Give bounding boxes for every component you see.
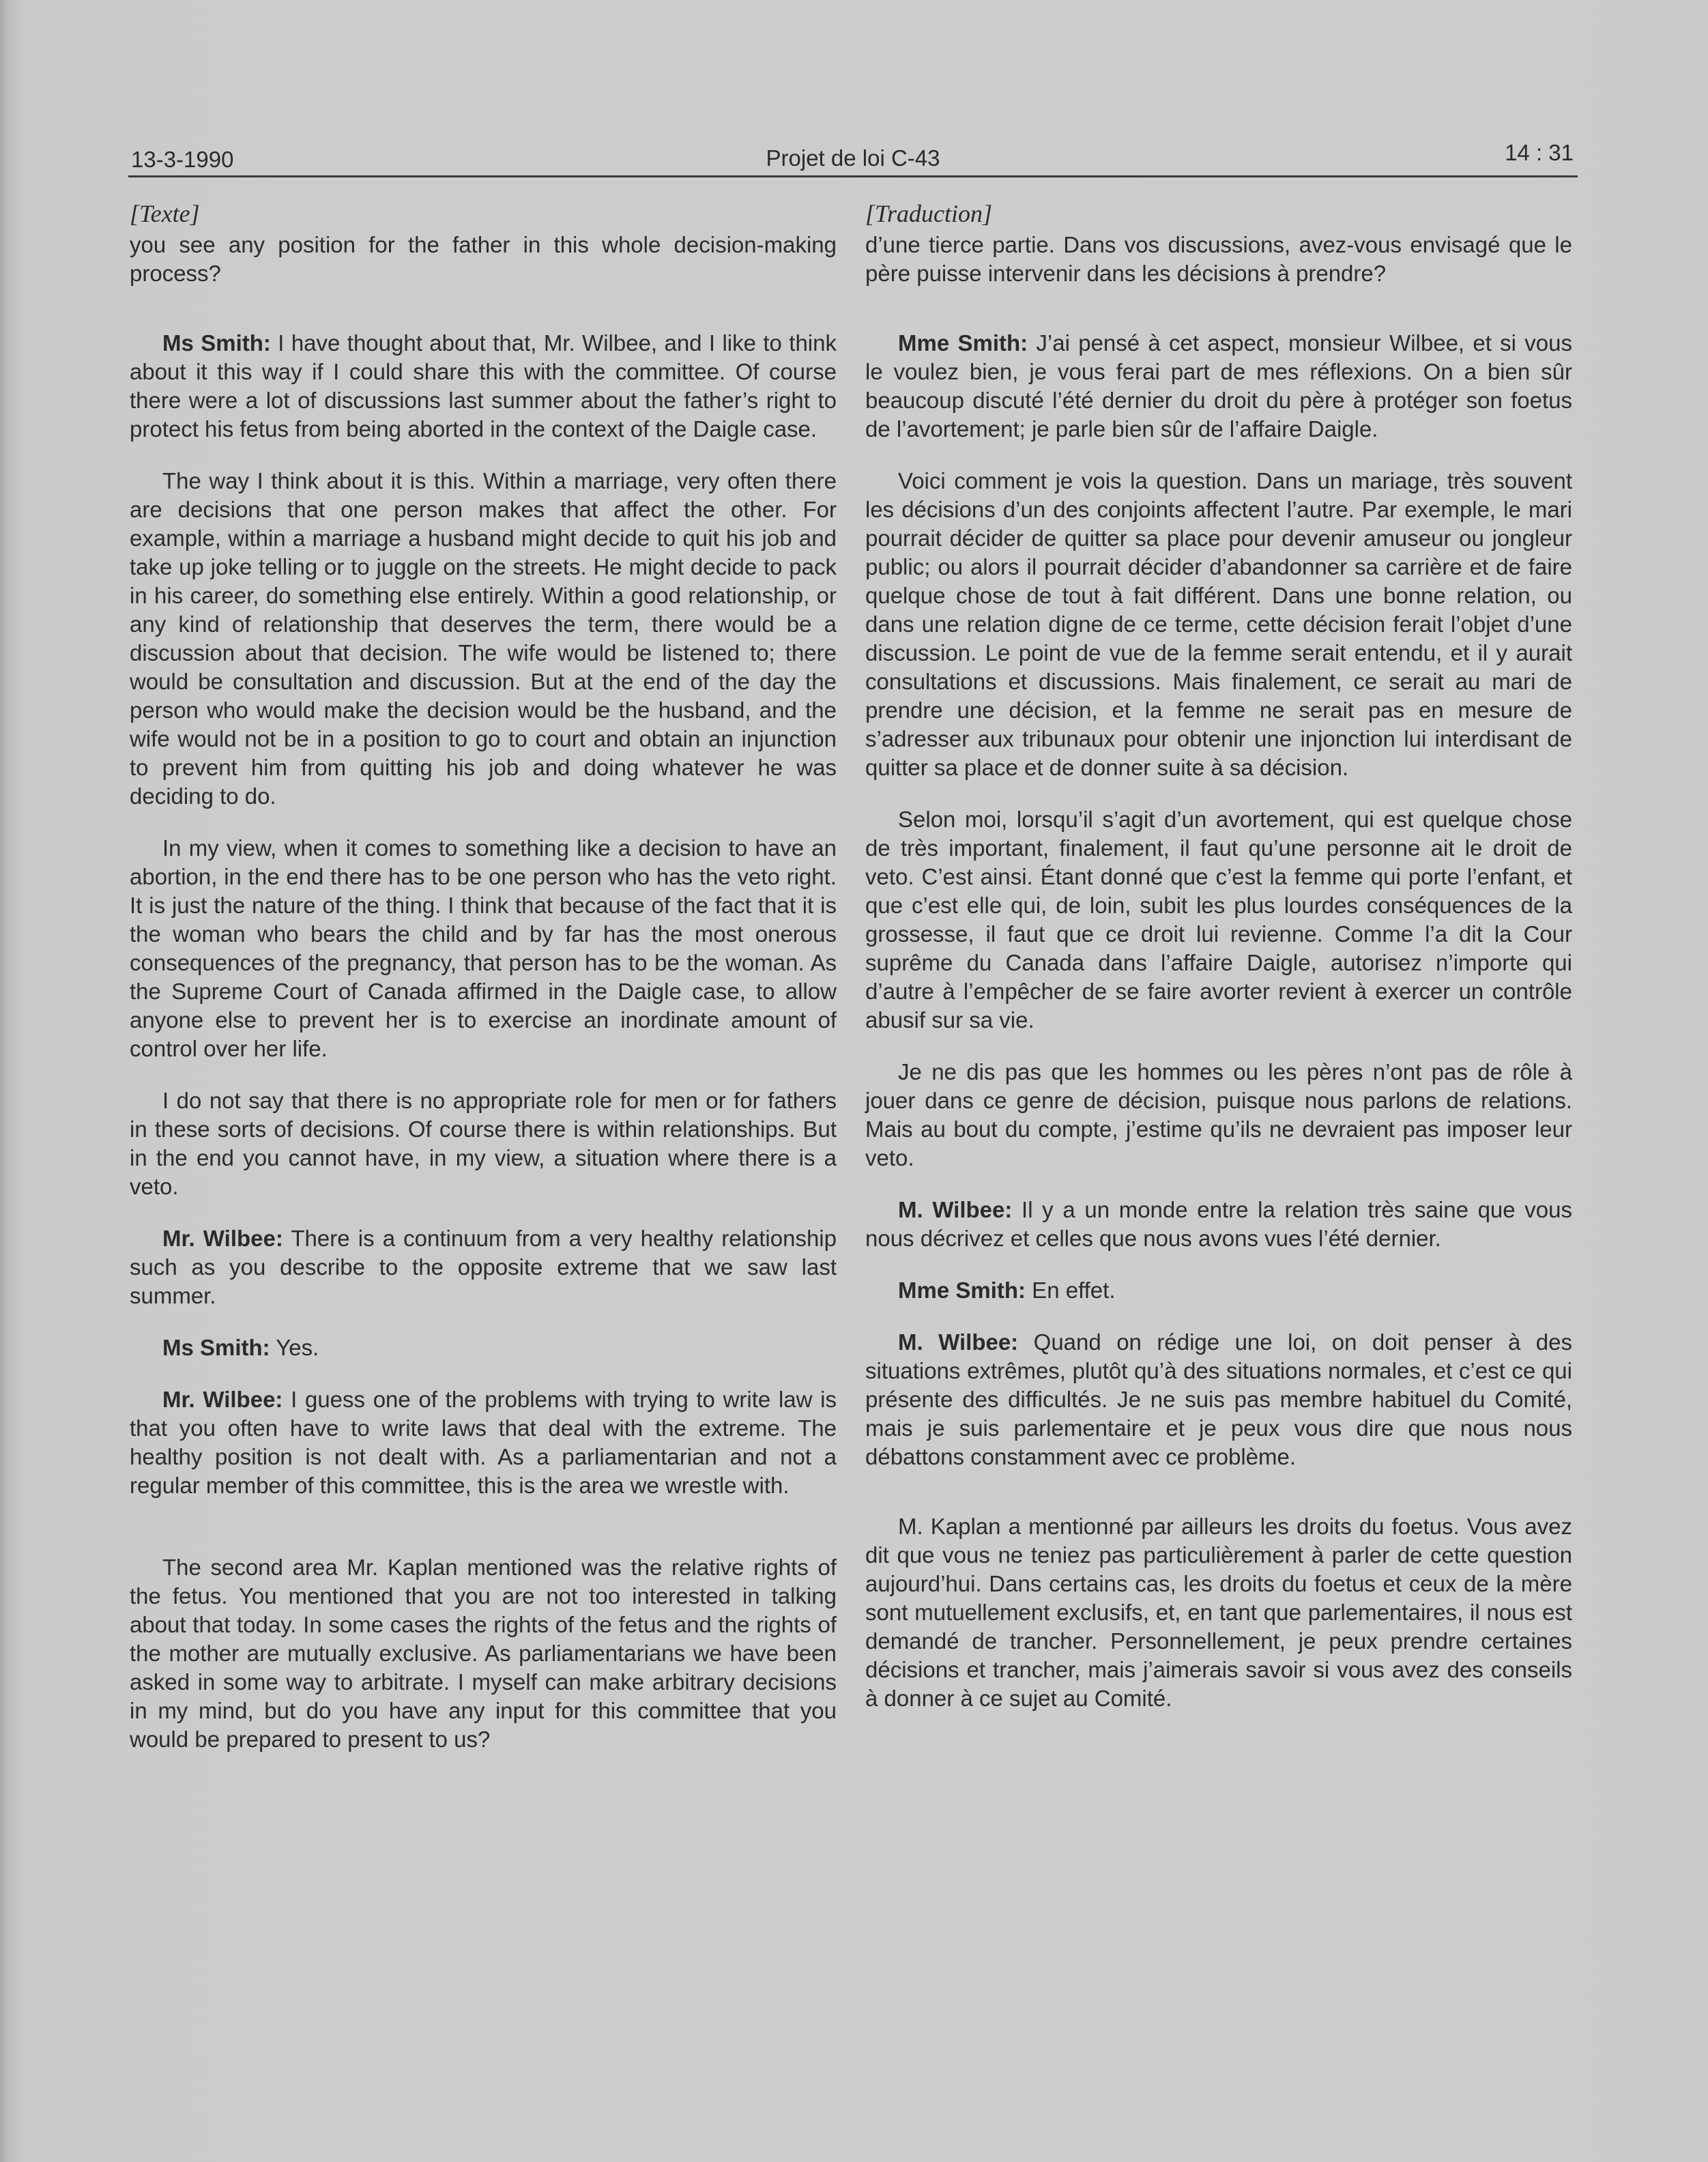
paragraph — [865, 1328, 1572, 1471]
speaker-name: M. Wilbee: — [898, 1197, 1013, 1222]
french-column — [865, 199, 1572, 1736]
paragraph: Selon moi, lorsqu’il s’agit d’un avortement, qui est quelque chose de très important, finalement, il faut qu’une personne ait le droit de veto. C’est ainsi. Étant donné que c’est la femme qui porte l’enfant, et que c’est elle qui, de loin, subit les plus lourdes conséquences de la grossesse, il faut que ce droit lui revienne. Comme l’a dit la Cour suprême du Canada dans l’affaire Daigle, autorisez n’importe qui d’autre à l’empêcher de se faire avorter revient à exercer un contrôle abusif sur sa vie. — [865, 807, 1572, 1033]
speaker-name: Mr. Wilbee: — [162, 1387, 283, 1412]
paragraph: The second area Mr. Kaplan mentioned was the relative rights of the fetus. You mentioned that you are not too interested in talking about that today. In some cases the rights of the fetus and the rights of the mother are mutually exclusive. As parliamentarians we have been asked in some way to arbitrate. I myself can make arbitrary decisions in my mind, but do you have any input for this committee that you would be prepared to present to us? — [130, 1555, 837, 1752]
section-label-texte: [Texte] — [130, 200, 200, 227]
paragraph — [865, 1196, 1572, 1253]
header-page-number: 14 : 31 — [1505, 140, 1574, 165]
english-column — [130, 199, 837, 1777]
header-date: 13-3-1990 — [131, 147, 234, 172]
page-header — [128, 140, 1578, 177]
paragraph: d’une tierce partie. Dans vos discussions, avez-vous envisagé que le père puisse intervenir dans les décisions à prendre? — [865, 232, 1572, 286]
section-label-traduction: [Traduction] — [865, 200, 993, 227]
speaker-name: Mme Smith: — [898, 330, 1028, 356]
paragraph: The way I think about it is this. Within a marriage, very often there are decisions that one person makes that affect the other. For example, within a marriage a husband might decide to quit his job and take up joke telling or to juggle on the streets. He might decide to pack in his career, do something else entirely. Within a good relationship, or any kind of relationship that deserves the term, there would be a discussion about that decision. The wife would be listened to; there would be consultation and discussion. But at the end of the day the person who would make the decision would be the husband, and the wife would not be in a position to go to court and obtain an injunction to prevent him from quitting his job and doing whatever he was deciding to do. — [130, 468, 837, 809]
paragraph — [130, 1334, 837, 1362]
speech-text: I have thought about that, Mr. Wilbee, and I like to think about it this way if I could share this with the committee. Of course there were a lot of discussions last summer about the father’s right to protect his fetus from being aborted in the context of the Daigle case. — [130, 330, 837, 442]
speaker-name: Ms Smith: — [162, 330, 271, 356]
paragraph: you see any position for the father in this whole decision-making process? — [130, 232, 837, 286]
speaker-name: Mme Smith: — [898, 1278, 1026, 1303]
speaker-name: Mr. Wilbee: — [162, 1226, 283, 1251]
speech-text: Yes. — [270, 1335, 319, 1360]
paragraph: M. Kaplan a mentionné par ailleurs les droits du foetus. Vous avez dit que vous ne teniez pas particulièrement à parler de cette question aujourd’hui. Dans certains cas, les droits du foetus et ceux de la mère sont mutuellement exclusifs, et, en tant que parlementaires, il nous est demandé de trancher. Personnellement, je peux prendre certaines décisions et trancher, mais j’aimerais savoir si vous avez des conseils à donner à ce sujet au Comité. — [865, 1514, 1572, 1711]
paragraph — [130, 1385, 837, 1500]
speaker-name: M. Wilbee: — [898, 1329, 1019, 1355]
speech-text: There is a continuum from a very healthy relationship such as you describe to the opposite extreme that we saw last summer. — [130, 1226, 837, 1308]
paragraph — [130, 1224, 837, 1310]
speech-text: En effet. — [1026, 1278, 1116, 1303]
header-title: Projet de loi C-43 — [766, 145, 940, 171]
speech-text: J’ai pensé à cet aspect, monsieur Wilbee, et si vous le voulez bien, je vous ferai part de mes réflexions. On a bien sûr beaucoup discuté l’été dernier du droit du père à protéger son foetus de l’avortement; je parle bien sûr de l’affaire Daigle. — [865, 330, 1573, 442]
speaker-name: Ms Smith: — [162, 1335, 270, 1360]
speech-text: Il y a un monde entre la relation très saine que vous nous décrivez et celles que nous avons vues l’été dernier. — [865, 1197, 1572, 1251]
speech-text: Quand on rédige une loi, on doit penser à des situations extrêmes, plutôt qu’à des situations normales, et c’est ce qui présente des difficultés. Je ne suis pas membre habituel du Comité, mais je suis parlementaire et je peux vous dire que nous nous débattons constamment avec ce problème. — [865, 1329, 1573, 1469]
speech-text: I guess one of the problems with trying to write law is that you often have to write laws that deal with the extreme. The healthy position is not dealt with. As a parliamentarian and not a regular member of this committee, this is the area we wrestle with. — [130, 1387, 837, 1498]
paragraph — [865, 1276, 1572, 1305]
paragraph: Voici comment je vois la question. Dans un mariage, très souvent les décisions d’un des conjoints affectent l’autre. Par exemple, le mari pourrait décider de quitter sa place pour devenir amuseur ou jongleur public; ou alors il pourrait décider d’abandonner sa carrière et de faire quelque chose de tout à fait différent. Dans une bonne relation, ou dans une relation digne de ce terme, cette décision ferait l’objet d’une discussion. Le point de vue de la femme serait entendu, et il y aurait consultations et discussions. Mais finalement, ce serait au mari de prendre une décision, et la femme ne serait pas en mesure de s’adresser aux tribunaux pour obtenir une injonction lui interdisant de quitter sa place et de donner suite à sa décision. — [865, 468, 1572, 780]
paragraph: I do not say that there is no appropriate role for men or for fathers in these sorts of decisions. Of course there is within relationships. But in the end you cannot have, in my view, a situation where there is a veto. — [130, 1088, 837, 1199]
paragraph — [130, 329, 837, 444]
paragraph: Je ne dis pas que les hommes ou les pères n’ont pas de rôle à jouer dans ce genre de décision, puisque nous parlons de relations. Mais au bout du compte, j’estime qu’ils ne devraient pas imposer leur veto. — [865, 1059, 1572, 1170]
paragraph: In my view, when it comes to something like a decision to have an abortion, in the end there has to be one person who has the veto right. It is just the nature of the thing. I think that because of the fact that it is the woman who bears the child and by far has the most onerous consequences of the pregnancy, that person has to be the woman. As the Supreme Court of Canada affirmed in the Daigle case, to allow anyone else to prevent her is to exercise an inordinate amount of control over her life. — [130, 835, 837, 1061]
paragraph — [865, 329, 1572, 444]
